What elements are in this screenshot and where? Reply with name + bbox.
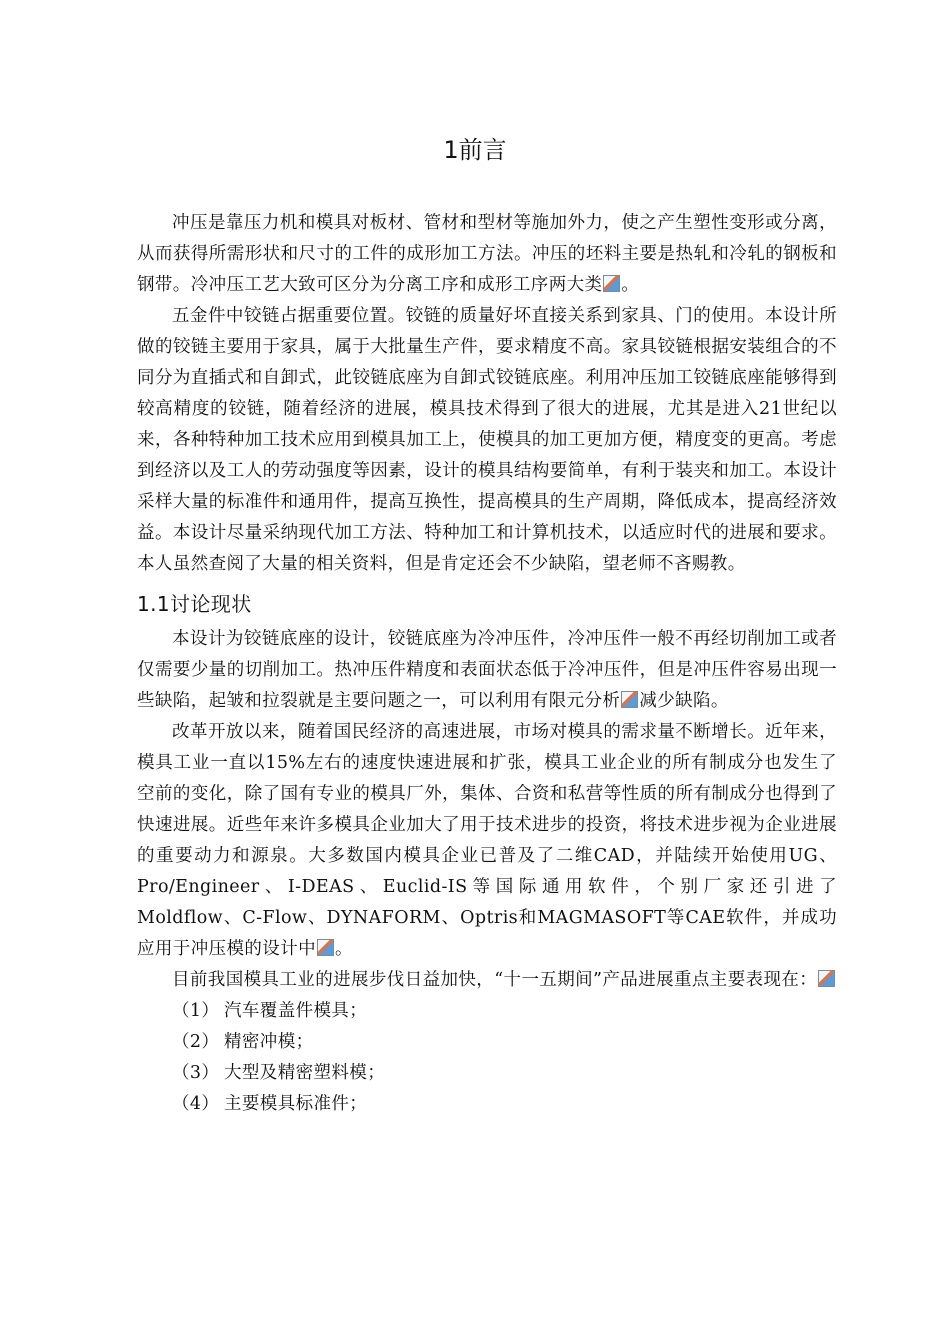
paragraph-1 (137, 208, 837, 301)
paragraph-5-text: 目前我国模具工业的进展步伐日益加快，“十一五期间”产品进展重点主要表现在： (172, 970, 818, 990)
section-heading: 1.1讨论现状 (137, 592, 252, 616)
paragraph-1-text: 冲压是靠压力机和模具对板材、管材和型材等施加外力，使之产生塑性变形或分离，从而获得所需形状和尺寸的工件的成形加工方法。冲压的坯料主要是热轧和冷轧的钢板和钢带。冷冲压工艺大致可区分为分离工序和成形工序两大类 (137, 213, 837, 295)
list-item-text: 大型及精密塑料模； (224, 1063, 386, 1083)
broken-image-icon (621, 691, 638, 708)
paragraph-4-text: 改革开放以来，随着国民经济的高速进展，市场对模具的需求量不断增长。近年来，模具工业一直以15%左右的速度快速进展和扩张，模具工业企业的所有制成分也发生了空前的变化，除了国有专业的模具厂外，集体、合资和私营等性质的所有制成分也得到了快速进展。近些年来许多模具企业加大了用于技术进步的投资，将技术进步视为企业进展的重要动力和源泉。大多数国内模具企业已普及了二维CAD，并陆续开始使用UG、Pro/Engineer、I-DEAS、Euclid-IS等国际通用软件，个别厂家还引进了Moldflow、C-Flow、DYNAFORM、Optris和MAGMASOFT等CAE软件，并成功应用于冲压模的设计中 (137, 722, 837, 959)
paragraph-3-end: 减少缺陷。 (639, 691, 729, 711)
chapter-title: 1前言 (443, 136, 507, 164)
list-item-number: （2） (172, 1032, 220, 1052)
broken-image-icon (818, 970, 835, 987)
paragraph-3 (137, 624, 837, 717)
numbered-list (137, 996, 837, 1120)
list-item-text: 精密冲模； (224, 1032, 314, 1052)
list-item (137, 1058, 837, 1089)
paragraph-4 (137, 717, 837, 965)
list-item-number: （3） (172, 1063, 220, 1083)
paragraph-1-end: 。 (621, 275, 640, 295)
body-text (137, 208, 837, 1120)
list-item-number: （4） (172, 1094, 220, 1114)
list-item (137, 996, 837, 1027)
list-item-text: 汽车覆盖件模具； (224, 1001, 368, 1021)
paragraph-3-text: 本设计为铰链底座的设计，铰链底座为冷冲压件，冷冲压件一般不再经切削加工或者仅需要少量的切削加工。热冲压件精度和表面状态低于冷冲压件，但是冲压件容易出现一些缺陷，起皱和拉裂就是主要问题之一，可以利用有限元分析 (137, 629, 837, 711)
list-item-text: 主要模具标准件； (224, 1094, 368, 1114)
paragraph-4-end: 。 (335, 939, 353, 959)
broken-image-icon (317, 939, 334, 956)
list-item (137, 1027, 837, 1058)
list-item (137, 1089, 837, 1120)
broken-image-icon (603, 275, 620, 292)
paragraph-5 (137, 965, 837, 996)
paragraph-2: 五金件中铰链占据重要位置。铰链的质量好坏直接关系到家具、门的使用。本设计所做的铰链主要用于家具，属于大批量生产件，要求精度不高。家具铰链根据安装组合的不同分为直插式和自卸式，此铰链底座为自卸式铰链底座。利用冲压加工铰链底座能够得到较高精度的铰链，随着经济的进展，模具技术得到了很大的进展，尤其是进入21世纪以来，各种特种加工技术应用到模具加工上，使模具的加工更加方便，精度变的更高。考虑到经济以及工人的劳动强度等因素，设计的模具结构要简单，有利于装夹和加工。本设计采样大量的标准件和通用件，提高互换性，提高模具的生产周期，降低成本，提高经济效益。本设计尽量采纳现代加工方法、特种加工和计算机技术，以适应时代的进展和要求。本人虽然查阅了大量的相关资料，但是肯定还会不少缺陷，望老师不吝赐教。 (137, 306, 837, 574)
list-item-number: （1） (172, 1001, 220, 1021)
